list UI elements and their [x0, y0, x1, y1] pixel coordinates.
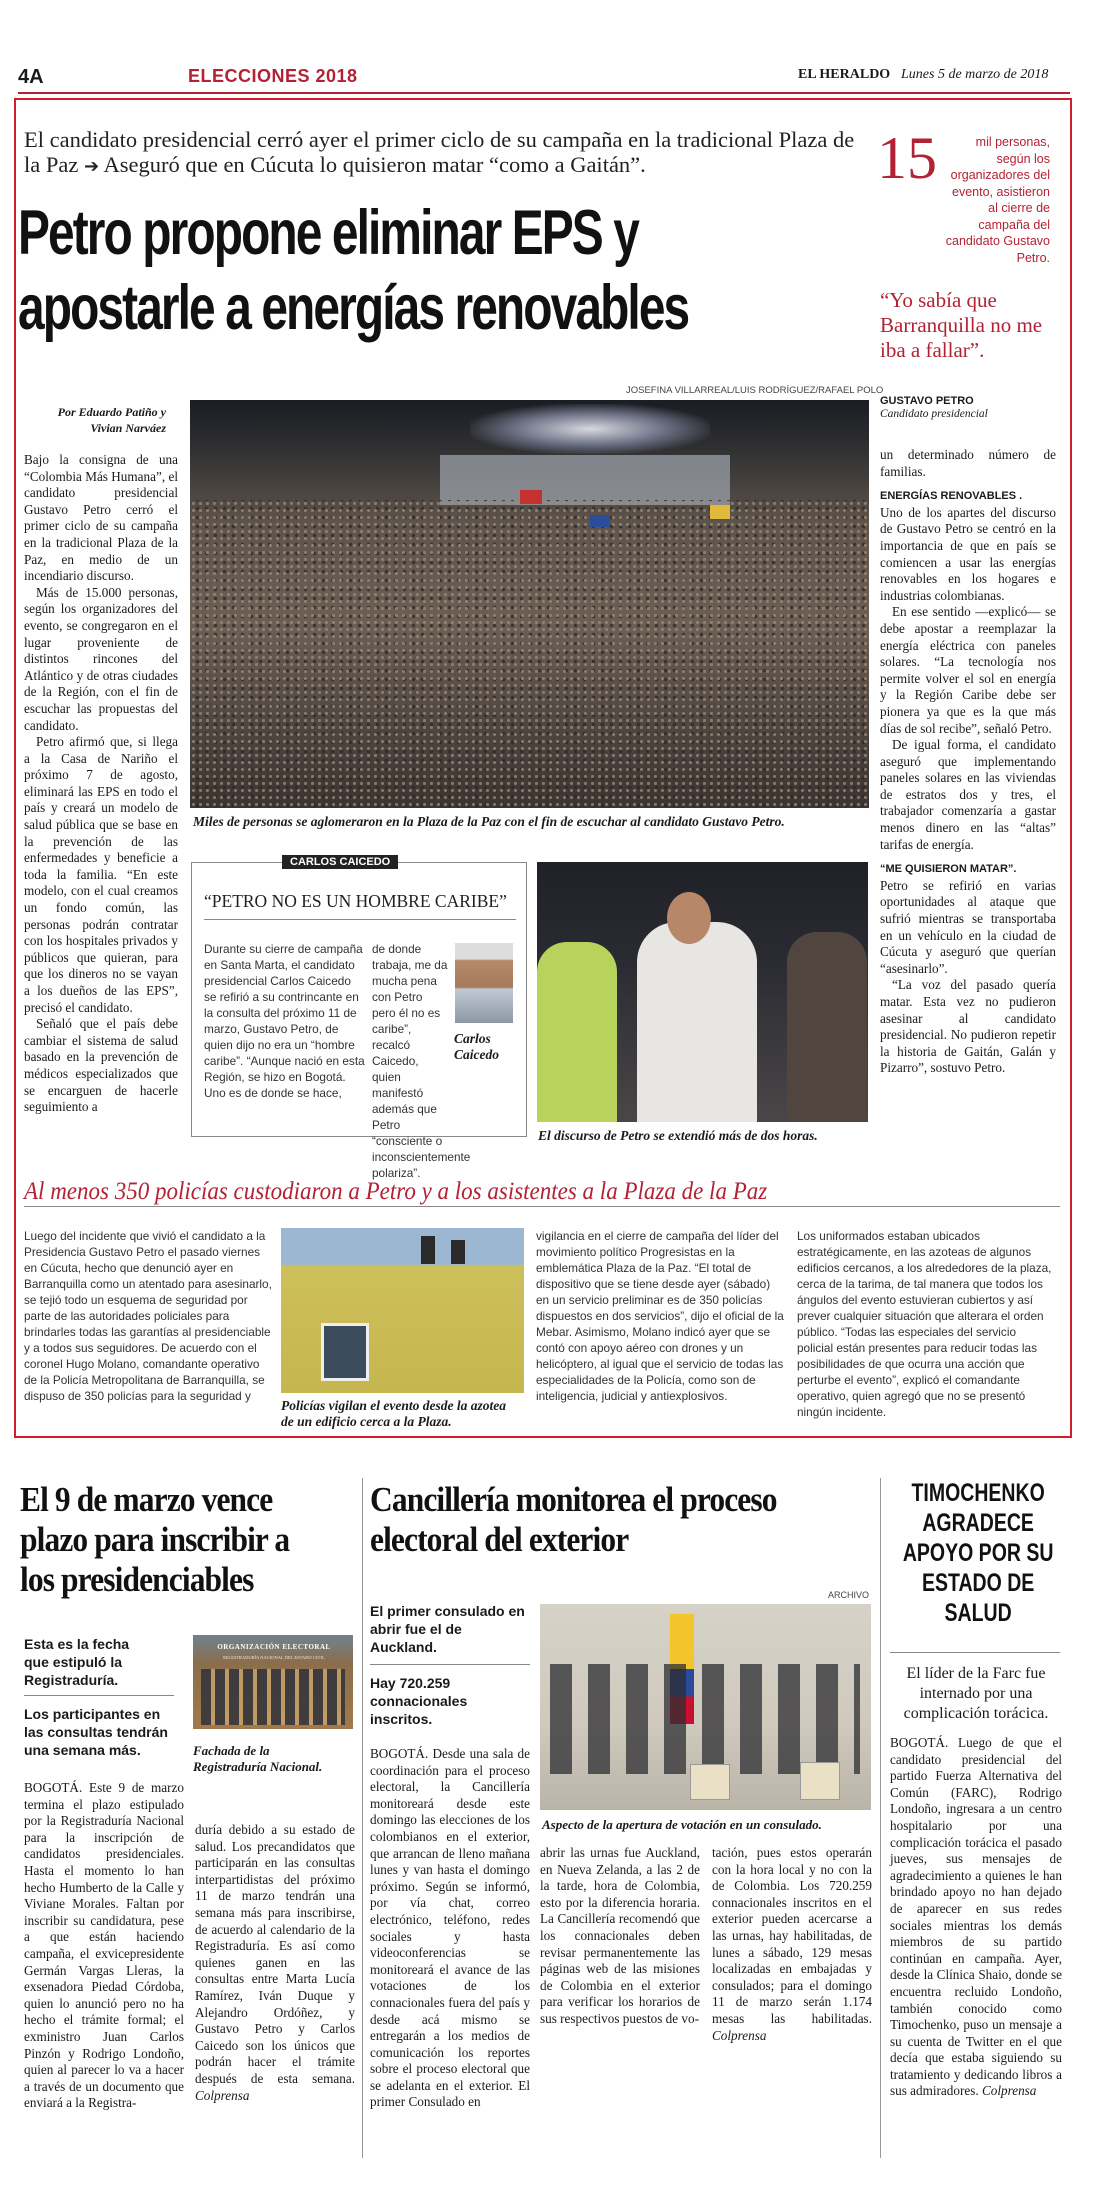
stage [440, 455, 730, 505]
supporter-right [787, 932, 867, 1122]
header-date: Lunes 5 de marzo de 2018 [901, 67, 1049, 82]
speaker-head [667, 892, 711, 944]
speaker-figure [637, 922, 757, 1122]
flag-yellow [710, 505, 730, 519]
registraduria-caption: Fachada de la Registraduría Nacional. [193, 1743, 323, 1774]
lead-right-p5: “La voz del pasado quería matar. Esta vez no pudieron asesinar al candidato presidencial. No pudieron repetir la historia de Gaitán, Galán y Pizarro”, sostuvo Petro. [880, 977, 1056, 1076]
cancilleria-deck2: Hay 720.259 connacionales inscritos. [370, 1675, 468, 1727]
lead-right-p4: Petro se refirió en varias oportunidades al ataque que sufrió mientras se transportaba en un vehículo en la ciudad de Cúcuta y aseguró que querían “asesinarlo”. [880, 877, 1056, 976]
lead-col1 [24, 452, 178, 1116]
police-headline: Al menos 350 policías custodiaron a Petro y a los asistentes a la Plaza de la Paz [24, 1178, 768, 1205]
ballot-box [690, 1764, 730, 1800]
inscripcion-deck2: Los participantes en las consultas tendrán una semana más. [24, 1706, 168, 1758]
quote-author: GUSTAVO PETRO [880, 395, 974, 407]
stage-lights [470, 404, 710, 454]
inscripcion-col2 [195, 1822, 355, 2104]
stat-text: mil personas, según los organizadores del evento, asistieron al cierre de campaña del candidato Gustavo Petro. [945, 135, 1050, 265]
timochenko-deck: El líder de la Farc fue internado por una complicación torácica. [903, 1665, 1049, 1722]
inscripcion-col2-text: duría debido a su estado de salud. Los precandidatos que participarán en las consultas interpartidistas del próximo 11 de marzo tendrán una semana más para inscribirse, de acuerdo al calendario de la Registraduría. Es así como quienes ganen en las consultas entre Marta Lucía Ramírez, Iván Duque y Alejandro Ordóñez, y Gustavo Petro y Carlos Caicedo son los únicos que podrán hacer el trámite después de esta semana. [195, 1822, 355, 2086]
officer-2 [451, 1240, 465, 1264]
lead-col1-p1: Bajo la consigna de una “Colombia Más Humana”, el candidato presidencial Gustavo Petro cerró el primer ciclo de su campaña en la tradicional Plaza de la Paz, en medio de un incendiario discurso. [24, 452, 178, 584]
cancilleria-deck1: El primer consulado en abrir fue el de Auckland. [370, 1603, 525, 1655]
officer-1 [421, 1236, 435, 1264]
timochenko-agency: Colprensa [981, 2083, 1037, 2099]
police-col3: Los uniformados estaban ubicados estratégicamente, en las azoteas de algunos edificios cercanos, a los alrededores de la plaza, cerca de la tarima, de tal manera que todos los ángulos del evento estuvieran cubiertos y así prever cualquier situación que alterara el orden público. “Todas las especiales del servicio policial están presentes para reducir todas las posibilidades de que ocurra una acción que perturbe el evento”, explicó el comandante operativo, quien agregó que no se presentó ningún incidente. [797, 1229, 1052, 1419]
building-sign-2: REGISTRADURÍA NACIONAL DEL ESTADO CIVIL [223, 1655, 325, 1660]
lead-col-right [880, 447, 1056, 1077]
crowd-photo-caption: Miles de personas se aglomeraron en la Plaza de la Paz con el fin de escuchar al candidato Gustavo Petro. [193, 814, 785, 829]
lead-right-p2: En ese sentido —explicó— se debe apostar a reemplazar la energía eléctrica con paneles solares. “La tecnología nos permite volver el sol en energía y la Región Caribe debe ser pionera ya que es la que más días de sol recibe”, señaló Petro. [880, 604, 1056, 736]
lead-col1-p4: Señaló que el país debe cambiar el sistema de salud basado en la prevención de médicos especializados que se encarguen de hacerle seguimiento a [24, 1016, 178, 1115]
inscripcion-deck-rule [24, 1695, 174, 1696]
caicedo-portrait-name: Carlos Caicedo [454, 1031, 499, 1062]
timochenko-body [890, 1735, 1062, 2100]
registraduria-photo [193, 1635, 353, 1729]
police-col2: vigilancia en el cierre de campaña del líder del movimiento político Progresistas en la emblemática Plaza de la Paz. “El total de dispositivo que se tiene desde ayer (sábado) en un servicio preliminar es de 350 policías dispuestos en dos servicios”, dijo el oficial de la Mebar. Asimismo, Molano indicó ayer que se contó con apoyo aéreo con drones y un helicóptero, al igual que el servicio de todas las especialidades de la Policía, como son de inteligencia, judicial y antiexplosivos. [536, 1229, 784, 1403]
paper-name: EL HERALDO [798, 67, 891, 82]
cancilleria-col3 [712, 1845, 872, 2044]
lower-divider-1 [362, 1478, 363, 2158]
stat-number: 15 [877, 125, 937, 191]
lead-kicker [24, 127, 864, 179]
lower-divider-2 [880, 1478, 881, 2158]
petro-speech-photo [537, 862, 868, 1122]
petro-speech-caption: El discurso de Petro se extendió más de dos horas. [538, 1128, 818, 1143]
cancilleria-deck-rule [370, 1664, 530, 1665]
timochenko-headline: TIMOCHENKO AGRADECE APOYO POR SU ESTADO DE SALUD [902, 1479, 1054, 1627]
cancilleria-col2: abrir las urnas fue Auckland, en Nueva Zelanda, a las 2 de la tarde, hora de Colombia, esto por la diferencia horaria. La Cancillería recomendó que los connacionales deben revisar permanentemente las páginas web de las misiones de Colombia en el exterior para verificar los horarios de sus respectivos puestos de vo- [540, 1845, 700, 2026]
ballot-box-2 [800, 1762, 840, 1800]
lead-headline: Petro propone eliminar EPS y apostarle a energías renovables [18, 198, 689, 343]
photo-credit: JOSEFINA VILLARREAL/LUIS RODRÍGUEZ/RAFAEL POLO [626, 385, 884, 396]
timochenko-rule [890, 1652, 1060, 1653]
caicedo-col2: de donde trabaja, me da mucha pena con Petro pero él no es caribe”, recalcó Caicedo, quien manifestó además que Petro “consciente o inconscientemente polariza”. [372, 942, 471, 1180]
inscripcion-agency: Colprensa [195, 2087, 250, 2103]
police-rooftop-photo [281, 1228, 524, 1393]
building-sign: ORGANIZACIÓN ELECTORAL [217, 1643, 331, 1651]
byline: Por Eduardo Patiño y Vivian Narváez [57, 405, 166, 435]
flag-blue [590, 515, 610, 527]
police-photo-caption: Policías vigilan el evento desde la azotea de un edificio cerca a la Plaza. [281, 1398, 506, 1429]
supporter-left [537, 942, 617, 1122]
cancilleria-col3-text: tación, pues estos operarán con la hora local y no con la de Colombia. Los 720.259 connacionales inscritos en el exterior pueden acercarse a las urnas, hay habilitadas, de lunes a sábado, 129 mesas localizadas en embajadas y consulados; para el domingo 11 de marzo serán 1.174 mesas las habilitadas. [712, 1845, 872, 2026]
quote-role: Candidato presidencial [880, 408, 988, 420]
caicedo-box [191, 856, 527, 1180]
pull-quote: “Yo sabía que Barranquilla no me iba a fallar”. [880, 288, 1043, 362]
lead-right-p1: Uno de los apartes del discurso de Gustavo Petro se centró en la importancia de que en país se comiencen a usar las energías renovables en los hogares e industrias colombianas. [880, 504, 1056, 603]
cancilleria-agency: Colprensa [712, 2027, 767, 2043]
energias-subhead: ENERGÍAS RENOVABLES . [880, 490, 1023, 503]
caicedo-rule [204, 919, 516, 920]
cancilleria-headline: Cancillería monitorea el proceso electoral del exterior [370, 1480, 777, 1559]
crowd-photo [190, 400, 869, 808]
caicedo-label: CARLOS CAICEDO [282, 855, 398, 869]
building-windows [201, 1669, 345, 1725]
section-title: ELECCIONES 2018 [188, 66, 358, 86]
lead-right-top: un determinado número de familias. [880, 447, 1056, 479]
rooftop-window [321, 1323, 369, 1381]
consulate-photo [540, 1604, 871, 1810]
officials-row [550, 1664, 860, 1774]
police-col1: Luego del incidente que vivió el candidato a la Presidencia Gustavo Petro el pasado viernes en Cúcuta, hecho que denunció ayer en Barranquilla como un atentado para asesinarlo, se tejió todo un esquema de seguridad por parte de las autoridades policiales para brindarles todas las garantías al presidenciable y a todos sus seguidores. De acuerdo con el coronel Hugo Molano, comandante operativo de la Policía Metropolitana de Barranquilla, se dispuso de 350 policías para la seguridad y [24, 1229, 272, 1403]
caicedo-col1: Durante su cierre de campaña en Santa Marta, el candidato presidencial Carlos Caicedo se refirió a su contrincante en la consulta del próximo 11 de marzo, Gustavo Petro, de quien dijo no era un “hombre caribe”. “Aunque nació en esta Región, se hizo en Bogotá. Uno es de donde se hace, [204, 942, 365, 1100]
cancilleria-col1: BOGOTÁ. Desde una sala de coordinación para el proceso electoral, la Cancillería monitoreará desde este domingo las elecciones de los colombianos en el exterior, que arrancan de lleno mañana lunes y van hasta el domingo próximo. Según se informó, por vía chat, correo electrónico, teléfono, redes sociales y hasta videoconferencias se monitoreará el avance de las votaciones de los connacionales fuera del país y desde acá mismo se entregarán a los medios de comunicación los reportes sobre el proceso electoral que se adelanta en el exterior. El primer Consulado en [370, 1746, 530, 2110]
header-rule [18, 92, 1070, 94]
inscripcion-col1: BOGOTÁ. Este 9 de marzo termina el plazo estipulado por la Registraduría Nacional para la inscripción de candidatos presidenciales. Hasta el momento lo han hecho Humberto de la Calle y Viviane Morales. Faltan por inscribir su candidatura, pese a que están haciendo campaña, el exvicepresidente Germán Vargas Lleras, la exsenadora Piedad Córdoba, quien lo anunció pero no ha hecho el trámite formal; el exministro Juan Carlos Pinzón y Rodrigo Londoño, quien al parecer lo va a hacer a través de un documento que enviará a la Registra- [24, 1780, 184, 2111]
cancilleria-photo-credit: ARCHIVO [828, 1590, 870, 1600]
crowd-texture [190, 500, 869, 808]
lead-right-p3: De igual forma, el candidato aseguró que implementando paneles solares en las viviendas de estratos dos y tres, el trabajador comenzaría a gastar menos dinero en las “altas” tarifas de energía. [880, 737, 1056, 852]
page-header [18, 60, 1068, 96]
page-number: 4A [18, 66, 44, 88]
inscripcion-headline: El 9 de marzo vence plazo para inscribir a los presidenciables [20, 1480, 290, 1599]
lead-col1-p3: Petro afirmó que, si llega a la Casa de Nariño el próximo 7 de agosto, eliminará las EPS en todo el país y creará un modelo de salud pública que se base en la prevención de las enfermedades y beneficie a toda la familia. “En este modelo, con el cual creamos un fondo común, las personas podrán contratar con los hospitales privados y públicos que quieran, para que los dineros no se vayan a los dueños de las EPS”, precisó el candidato. [24, 734, 178, 1015]
timochenko-body-text: BOGOTÁ. Luego de que el candidato presidencial del partido Fuerza Alternativa del Común (FARC), Rodrigo Londoño, ingresara a un centro hospitalario por una complicación torácica el pasado jueves, sus mensajes de agradecimiento a quienes le han brindado apoyo no han dejado de aparecer en sus redes sociales mientras los demás miembros de su partido continúan en campaña. Ayer, desde la Clínica Shaio, donde se encuentra recluido Londoño, también conocido como Timochenko, puso un mensaje a su cuenta de Twitter en el que decía que estaba siguiendo su tratamiento y dedicando libros a sus admiradores. [890, 1735, 1062, 2099]
flag-red [520, 490, 542, 504]
police-headline-rule [24, 1206, 1060, 1207]
kicker-arrow-icon: ➔ [83, 156, 100, 177]
caicedo-portrait [455, 943, 513, 1023]
consulate-caption: Aspecto de la apertura de votación en un consulado. [542, 1817, 822, 1832]
kicker-text: El candidato presidencial cerró ayer el primer ciclo de su campaña en la tradicional Plaza de la Paz [24, 127, 855, 177]
matar-subhead: “ME QUISIERON MATAR”. [880, 863, 1017, 876]
lead-col1-p2: Más de 15.000 personas, según los organizadores del evento, se congregaron en el lugar proveniente de distintos rincones del Atlántico y de otras ciudades de la Región, con el fin de escuchar las propuestas del candidato. [24, 584, 178, 733]
inscripcion-deck1: Esta es la fecha que estipuló la Registraduría. [24, 1636, 130, 1688]
kicker-tail: Aseguró que en Cúcuta lo quisieron matar “como a Gaitán”. [103, 152, 646, 177]
caicedo-headline: “PETRO NO ES UN HOMBRE CARIBE” [204, 891, 507, 911]
